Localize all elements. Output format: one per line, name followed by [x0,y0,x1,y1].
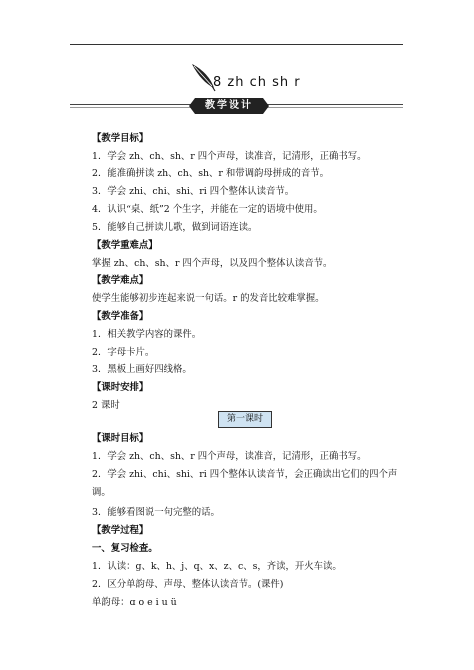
preparation-item: 3．黑板上画好四线格。 [92,364,192,375]
goal-item: 3．学会 zhi、chi、shi、ri 四个整体认读音节。 [92,186,295,197]
process-heading: 【教学过程】 [92,525,149,536]
difficulty-heading: 【教学难点】 [92,275,149,286]
goals-heading: 【教学目标】 [92,133,149,144]
schedule-heading: 【课时安排】 [92,382,149,393]
process-item: 1．认读：g、k、h、j、q、x、z、c、s，齐读，开火车读。 [92,561,342,572]
lesson-label-box: 第一课时 [218,411,272,428]
lesson-goal-item: 3．能够看图说一句完整的话。 [92,507,220,518]
preparation-item: 2．字母卡片。 [92,347,155,358]
banner-label: 教学设计 [205,100,253,111]
process-step-heading: 一、复习检查。 [92,543,158,554]
key-points-text: 掌握 zh、ch、sh、r 四个声母，以及四个整体认读音节。 [92,258,333,269]
header-rule [70,44,403,45]
difficulty-text: 使学生能够初步连起来说一句话。r 的发音比较难掌握。 [92,293,325,304]
process-item: 2．区分单韵母、声母、整体认读音节。(课件) [92,579,284,590]
goal-item: 2．能准确拼读 zh、ch、sh、r 和带调韵母拼成的音节。 [92,168,330,179]
schedule-text: 2 课时 [92,400,120,411]
key-points-heading: 【教学重难点】 [92,240,158,251]
lesson-goal-item: 调。 [92,487,111,498]
lesson-title: 8 zh ch sh r [213,75,301,90]
preparation-item: 1．相关教学内容的课件。 [92,329,202,340]
goal-item: 5．能够自己拼读儿歌，做到词语连读。 [92,222,258,233]
lesson-goal-item: 2．学会 zhi、chi、shi、ri 四个整体认读音节，会正确读出它们的四个声 [92,469,398,480]
goal-item: 4．认识“桌、纸”2 个生字，并能在一定的语境中使用。 [92,204,323,215]
lesson-goal-item: 1．学会 zh、ch、sh、r 四个声母，读准音，记清形，正确书写。 [92,451,367,462]
section-banner [189,98,269,114]
goal-item: 1．学会 zh、ch、sh、r 四个声母，读准音，记清形，正确书写。 [92,151,367,162]
lesson-goals-heading: 【课时目标】 [92,433,149,444]
process-item: 单韵母：ɑ o e i u ü [92,597,177,608]
preparation-heading: 【教学准备】 [92,311,149,322]
